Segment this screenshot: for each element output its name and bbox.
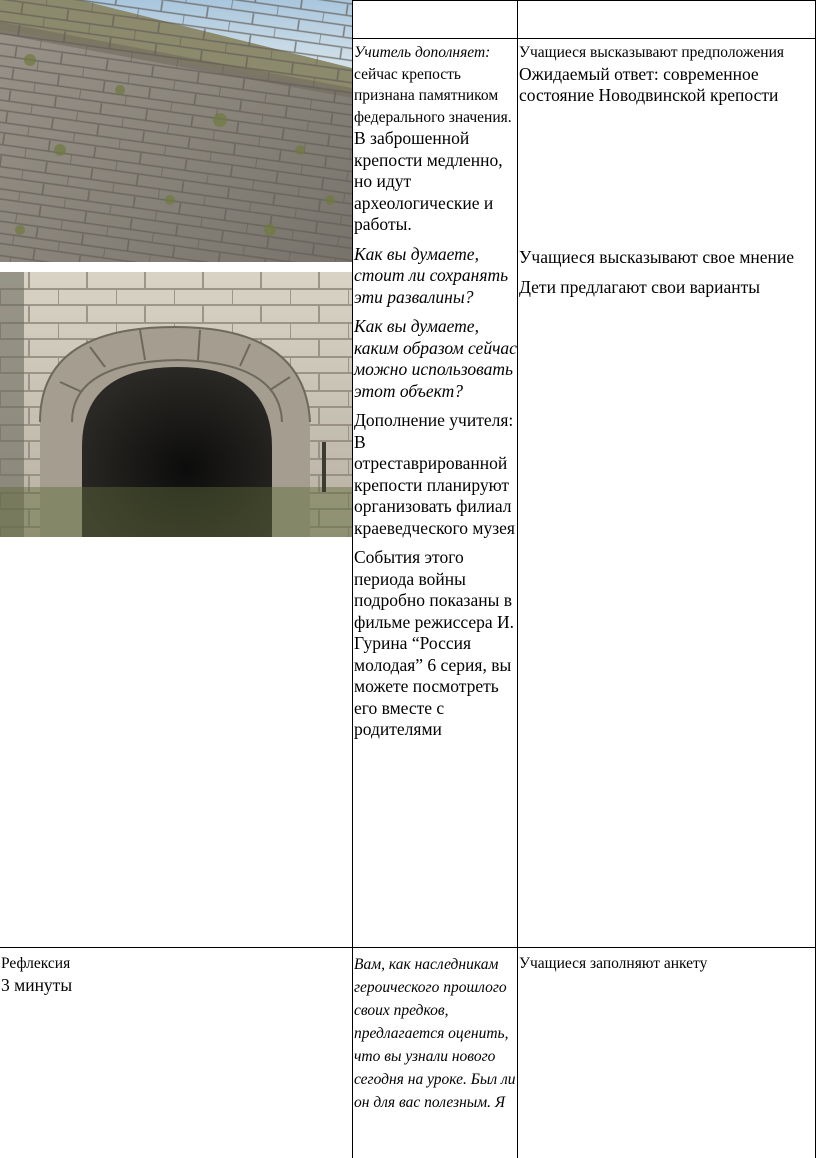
reflection-title: Рефлексия	[1, 955, 71, 972]
reflection-teacher-text: Вам, как наследникам героического прошлого своих предков, предлагается оценить, что вы узнали нового сегодня на уроке. Был ли он для вас полезным. Я	[354, 956, 516, 1111]
teacher-adds-text: сейчас крепость признана памятником федерального значения.	[354, 65, 512, 126]
reflection-duration: 3 минуты	[1, 974, 73, 995]
reflection-teacher-cell	[354, 953, 518, 1114]
question-preserve: Как вы думаете, стоит ли сохранять эти развалины?	[354, 243, 509, 307]
teacher-activity-cell	[354, 42, 518, 741]
student-guess: Учащиеся высказывают предположения	[519, 44, 785, 61]
grid-line	[0, 947, 816, 948]
grid-line	[352, 0, 816, 1]
student-activity-cell	[519, 42, 816, 299]
reflection-student-text: Учащиеся заполняют анкету	[519, 955, 708, 972]
grid-line	[352, 38, 816, 39]
reflection-student-cell	[519, 953, 816, 975]
teacher-addition-museum: Дополнение учителя: В отреставрированной крепости планируют организовать филиал краеведческого музея	[354, 410, 515, 538]
fortress-arch-photo	[0, 272, 352, 537]
children-suggest: Дети предлагают свои варианты	[519, 277, 761, 297]
teacher-adds-label: Учитель дополняет:	[354, 44, 491, 61]
excavation-text: В заброшенной крепости медленно, но идут археологические и работы.	[354, 128, 503, 234]
student-opinion: Учащиеся высказывают свое мнение	[519, 246, 795, 267]
grid-line	[352, 0, 353, 1158]
teacher-paragraph	[354, 42, 518, 128]
reflection-stage-cell	[1, 953, 351, 996]
film-recommendation: События этого периода войны подробно показаны в фильме режиссера И. Гурина “Россия молодая” 6 серия, вы можете посмотреть его вместе с родителями	[354, 547, 515, 739]
expected-answer: Ожидаемый ответ: современное состояние Новодвинской крепости	[519, 63, 779, 105]
fortress-wall-photo	[0, 0, 352, 265]
question-use: Как вы думаете, каким образом сейчас можно использовать этот объект?	[354, 316, 517, 401]
